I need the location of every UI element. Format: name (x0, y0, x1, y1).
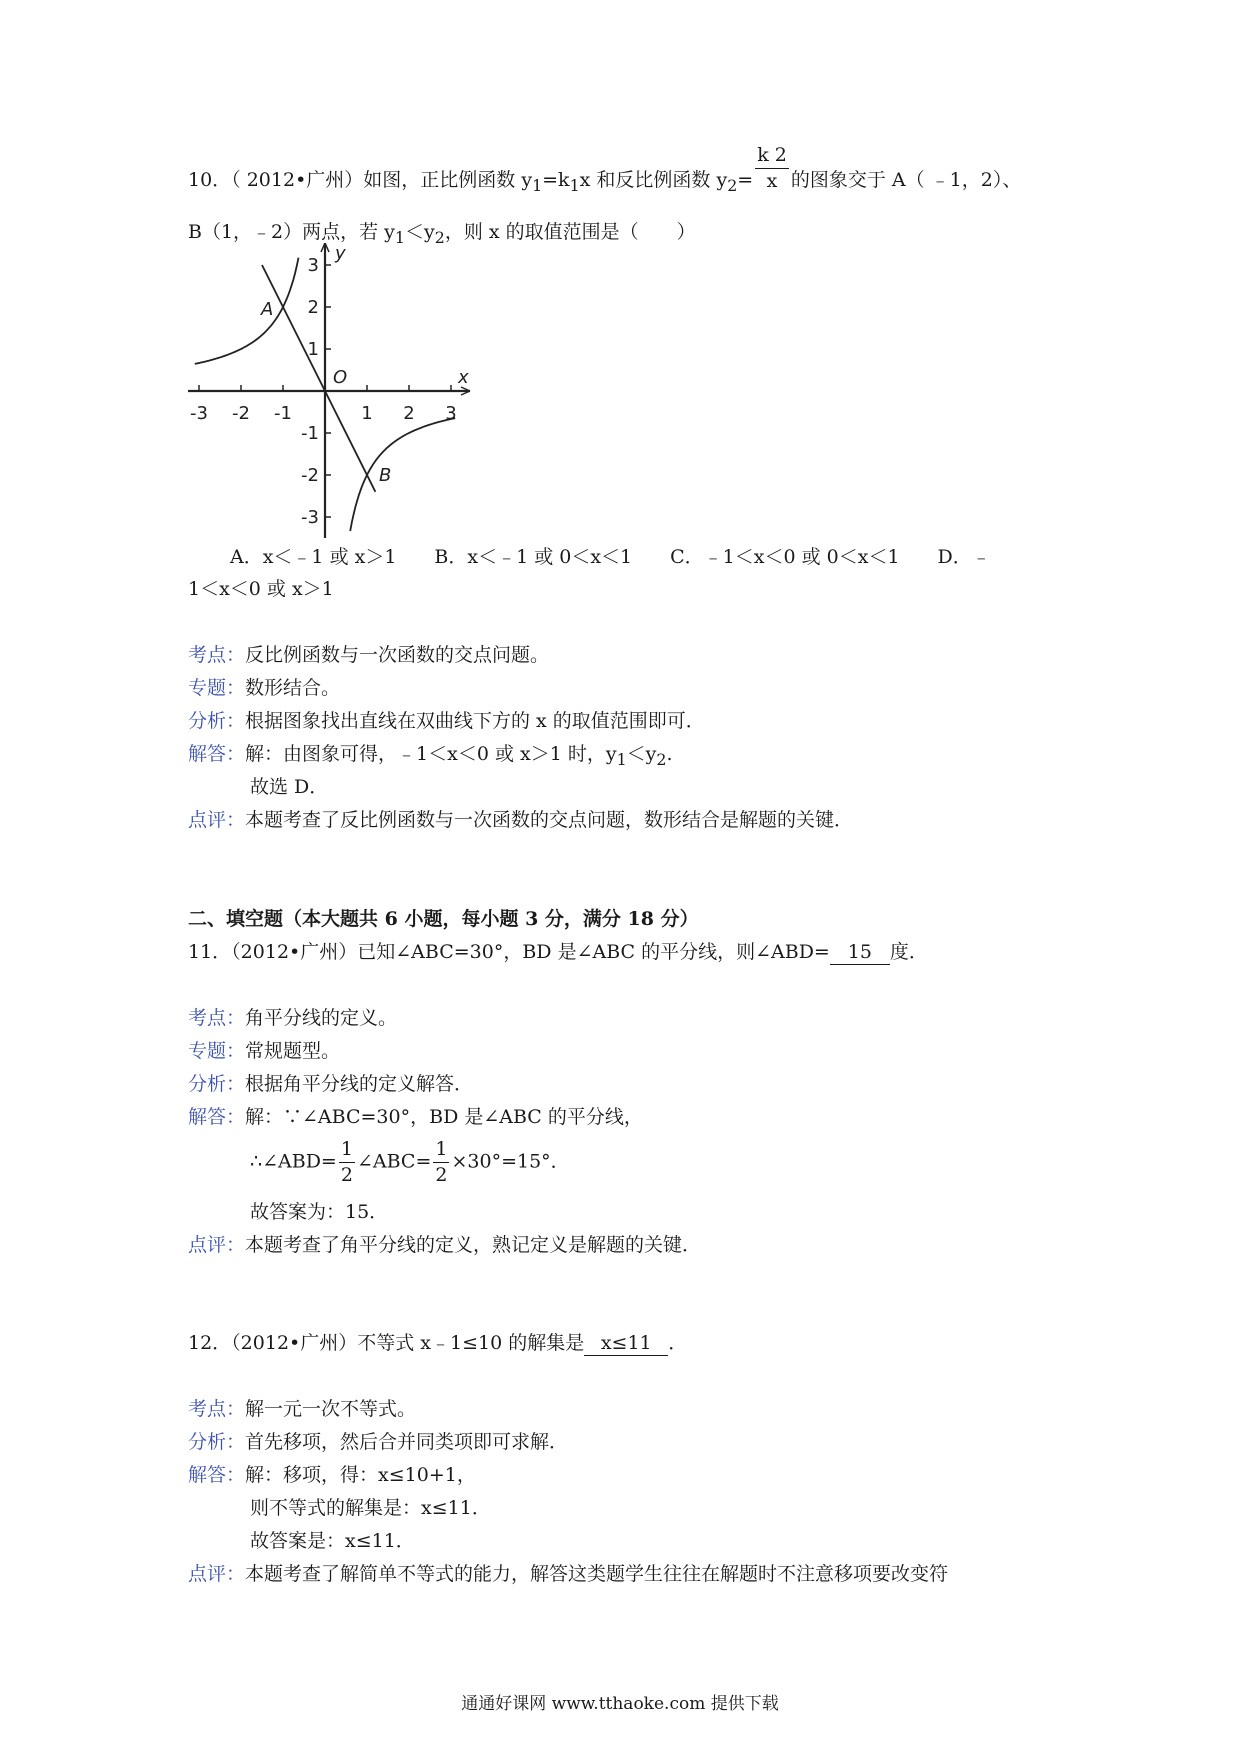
q10-fraction (755, 143, 789, 192)
q12-answer-blank: x≤11 (584, 1331, 668, 1356)
q11-kaodian (188, 1006, 397, 1030)
y-tick-label: 1 (307, 339, 319, 360)
fenxi-label: 分析： (188, 1073, 246, 1095)
zhuanti-text: 数形结合。 (245, 677, 341, 699)
q12-kaodian (188, 1397, 416, 1421)
dianping-text: 本题考查了角平分线的定义，熟记定义是解题的关键． (245, 1234, 702, 1256)
subscript: 1 (394, 227, 405, 247)
jieda-label: 解答： (188, 1106, 246, 1128)
fraction-denominator: 2 (340, 1164, 353, 1186)
fraction-numerator: 1 (339, 1140, 355, 1163)
q11-answer-blank: 15 (830, 940, 890, 965)
q12-jieda-line3: 故答案是：x≤11． (250, 1530, 415, 1552)
kaodian-text: 角平分线的定义。 (245, 1007, 398, 1029)
q10-dianping (188, 808, 853, 832)
q11-jieda (188, 1105, 643, 1129)
dianping-label: 点评： (188, 809, 246, 831)
x-tick-label: -1 (274, 403, 292, 424)
x-axis-label: x (458, 367, 469, 388)
y-tick-label: -2 (301, 465, 319, 486)
kaodian-text: 解一元一次不等式。 (245, 1398, 417, 1420)
q10-stem-text: = (737, 169, 754, 191)
fraction-numerator: k 2 (755, 146, 789, 169)
fenxi-text: 根据图象找出直线在双曲线下方的 x 的取值范围即可． (245, 710, 705, 732)
jieda-text: ∴∠ABD= (250, 1150, 337, 1173)
q10-kaodian (188, 643, 549, 667)
q11-stem-text: 度． (889, 941, 928, 963)
q12-stem-text: ． (668, 1332, 688, 1354)
zhuanti-text: 常规题型。 (245, 1040, 341, 1062)
jieda-text: 解：由图象可得，﹣1＜x＜0 或 x＞1 时，y (245, 743, 617, 765)
q10-stem-text: B（1，﹣2）两点，若 y (188, 221, 395, 243)
q12-dianping (188, 1562, 948, 1586)
subscript: 1 (569, 175, 580, 195)
dianping-text: 本题考查了解简单不等式的能力，解答这类题学生往往在解题时不注意移项要改变符 (245, 1563, 949, 1585)
q10-zhuanti (188, 676, 340, 700)
dianping-label: 点评： (188, 1234, 246, 1256)
kaodian-label: 考点： (188, 644, 246, 666)
dianping-label: 点评： (188, 1563, 246, 1585)
q12-jieda (188, 1463, 476, 1487)
q11-jieda-line3: 故答案为：15． (250, 1201, 389, 1223)
q10-fenxi (188, 709, 705, 733)
fenxi-text: 首先移项，然后合并同类项即可求解． (245, 1431, 569, 1453)
kaodian-label: 考点： (188, 1007, 246, 1029)
subscript: 2 (656, 749, 667, 769)
jieda-text: ∠ABC= (356, 1150, 432, 1173)
q10-jieda-line2: 故选 D． (250, 776, 329, 798)
q11-zhuanti (188, 1039, 340, 1063)
q12-fenxi (188, 1430, 568, 1454)
kaodian-label: 考点： (188, 1398, 246, 1420)
y-tick-label: -1 (301, 423, 319, 444)
q10-stem-text: 10．（ 2012•广州）如图，正比例函数 y (188, 169, 533, 191)
jieda-label: 解答： (188, 743, 246, 765)
function-graph (188, 243, 478, 538)
graph-layer (188, 243, 470, 538)
page-footer: 通通好课网 www.tthaoke.com 提供下载 (461, 1694, 779, 1714)
x-tick-label: -2 (232, 403, 250, 424)
y-tick-label: 2 (307, 297, 319, 318)
q10-options-line2: 1＜x＜0 或 x＞1 (188, 578, 334, 600)
y-axis-label: y (335, 243, 346, 264)
q11-stem (188, 940, 928, 965)
fenxi-label: 分析： (188, 710, 246, 732)
q10-stem-text: 的图象交于 A（ ﹣1，2）、 (790, 169, 1022, 191)
zhuanti-label: 专题： (188, 1040, 246, 1062)
q10-stem-text: ＜y (405, 221, 435, 243)
jieda-text: ＜y (626, 743, 657, 765)
jieda-label: 解答： (188, 1464, 246, 1486)
q11-jieda-line2 (250, 1140, 570, 1185)
q10-options-line1: A．x＜﹣1 或 x＞1 B．x＜﹣1 或 0＜x＜1 C．﹣1＜x＜0 或 0＜x＜1 D．﹣ (230, 546, 991, 568)
kaodian-text: 反比例函数与一次函数的交点问题。 (245, 644, 550, 666)
x-tick-label: 2 (403, 403, 415, 424)
origin-label: O (333, 367, 348, 388)
y-tick-label: 3 (307, 255, 319, 276)
subscript: 2 (434, 227, 445, 247)
q12-stem-text: 12．（2012•广州）不等式 x﹣1≤10 的解集是 (188, 1332, 585, 1354)
point-b-label: B (379, 465, 392, 486)
fenxi-label: 分析： (188, 1431, 246, 1453)
y-tick-label: -3 (301, 507, 319, 528)
dianping-text: 本题考查了反比例函数与一次函数的交点问题，数形结合是解题的关键． (245, 809, 854, 831)
fenxi-text: 根据角平分线的定义解答． (245, 1073, 474, 1095)
q10-jieda (188, 742, 673, 772)
x-tick-label: 3 (445, 403, 457, 424)
jieda-text: . (666, 743, 673, 765)
q12-stem (188, 1331, 687, 1356)
q10-stem-text: x 和反比例函数 y (579, 169, 728, 191)
half-fraction (339, 1140, 355, 1185)
fraction-numerator: 1 (433, 1140, 449, 1163)
q11-fenxi (188, 1072, 473, 1096)
q10-stem-line1 (188, 143, 1022, 198)
q10-stem-text: ，则 x 的取值范围是（ ） (444, 221, 696, 243)
q12-jieda-line2: 则不等式的解集是：x≤11． (250, 1497, 491, 1519)
fraction-denominator: 2 (435, 1164, 448, 1186)
fraction-denominator: x (766, 169, 778, 192)
q11-dianping (188, 1233, 701, 1257)
jieda-text: 解：移项，得：x≤10+1， (245, 1464, 476, 1486)
jieda-text: ×30°=15°． (451, 1150, 570, 1173)
subscript: 1 (532, 175, 543, 195)
subscript: 1 (616, 749, 627, 769)
zhuanti-label: 专题： (188, 677, 246, 699)
q10-stem-text: =k (542, 169, 570, 191)
subscript: 2 (727, 175, 738, 195)
half-fraction (433, 1140, 449, 1185)
q11-stem-text: 11．（2012•广州）已知∠ABC=30°，BD 是∠ABC 的平分线，则∠ABD= (188, 941, 830, 963)
jieda-text: 解：∵∠ABC=30°，BD 是∠ABC 的平分线， (245, 1106, 643, 1128)
hyperbola-branch-left (195, 258, 299, 364)
point-a-label: A (261, 299, 274, 320)
section2-heading: 二、填空题（本大题共 6 小题，每小题 3 分，满分 18 分） (188, 908, 699, 930)
x-tick-label: 1 (361, 403, 373, 424)
x-tick-label: -3 (190, 403, 208, 424)
